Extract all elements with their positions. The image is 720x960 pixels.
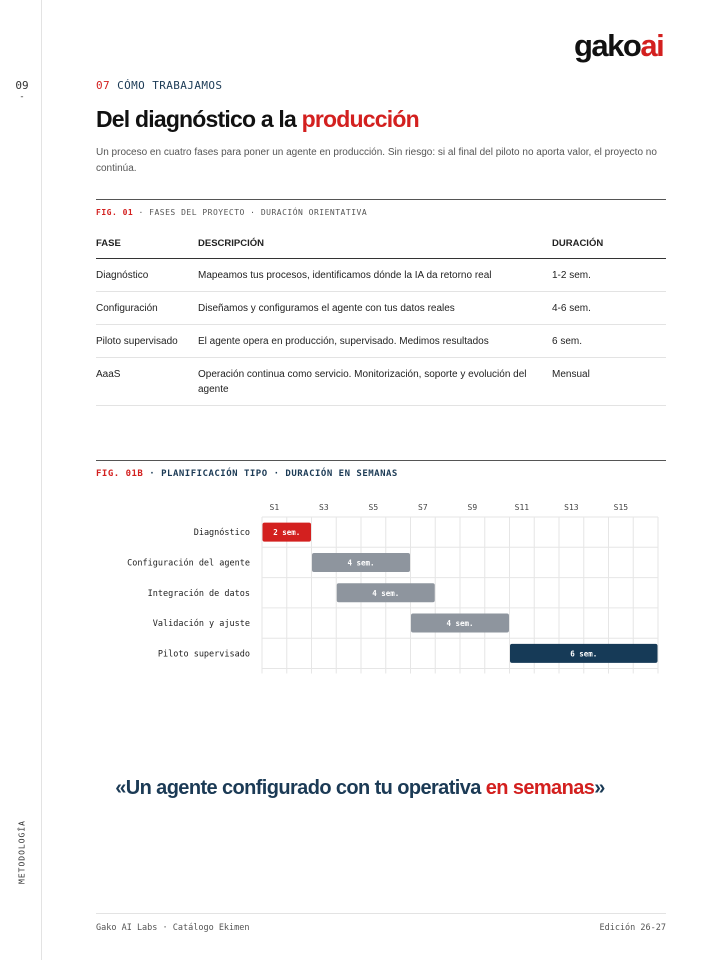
pull-quote — [0, 777, 720, 800]
quote-open: « — [115, 777, 126, 799]
cell-duration: 6 sem. — [552, 324, 666, 357]
gantt-bar-label: 6 sem. — [570, 649, 598, 659]
cell-description: Operación continua como servicio. Monitorización, soporte y evolución del agente — [198, 357, 552, 405]
gantt-x-tick-label: S11 — [514, 503, 530, 512]
footer-edition: Edición 26-27 — [599, 923, 666, 933]
header-description: DESCRIPCIÓN — [198, 230, 552, 258]
cell-phase: Configuración — [96, 291, 198, 324]
gantt-task-label: Piloto supervisado — [157, 649, 250, 660]
quote-highlight: en semanas — [485, 777, 595, 799]
quote-text: Un agente configurado con tu operativa — [125, 777, 486, 799]
quote-close: » — [594, 777, 605, 799]
sidebar-section-label: METODOLOGÍA — [17, 820, 27, 884]
gantt-x-tick-label: S5 — [368, 503, 379, 512]
fig1-label: FIG. 01 — [96, 208, 134, 217]
page-number-dash: - — [19, 92, 25, 102]
cell-phase: Piloto supervisado — [96, 324, 198, 357]
cell-phase: Diagnóstico — [96, 258, 198, 291]
gantt-x-tick-label: S3 — [319, 503, 329, 512]
footer-publisher: Gako AI Labs · Catálogo Ekimen — [96, 923, 250, 933]
section-title: CÓMO TRABAJAMOS — [117, 79, 223, 92]
cell-phase: AaaS — [96, 357, 198, 405]
fig2-label: FIG. 01B — [96, 469, 144, 479]
gantt-bar-label: 4 sem. — [446, 619, 474, 629]
gantt-x-tick-label: S15 — [613, 503, 629, 512]
footer-divider — [96, 913, 666, 914]
logo-text-ai: ai — [640, 28, 664, 63]
fig1-caption-text: · FASES DEL PROYECTO · DURACIÓN ORIENTATIVA — [133, 208, 368, 217]
gantt-task-label: Validación y ajuste — [152, 619, 250, 630]
section-number: 07 — [96, 79, 111, 92]
cell-duration: 1-2 sem. — [552, 258, 666, 291]
page-number: 09 — [15, 79, 29, 92]
gantt-x-tick-label: S7 — [418, 503, 428, 512]
title-text: Del diagnóstico a la — [96, 106, 302, 132]
gantt-bar-label: 4 sem. — [372, 588, 400, 598]
gantt-x-tick-label: S13 — [564, 503, 579, 512]
gantt-x-tick-label: S1 — [269, 503, 280, 512]
gantt-x-tick-label: S9 — [467, 503, 478, 512]
cell-description: Mapeamos tus procesos, identificamos dónde la IA da retorno real — [198, 258, 552, 291]
cell-description: Diseñamos y configuramos el agente con tus datos reales — [198, 291, 552, 324]
gantt-task-label: Configuración del agente — [127, 558, 250, 569]
cell-duration: Mensual — [552, 357, 666, 405]
gantt-bar-label: 2 sem. — [273, 528, 301, 538]
header-duration: DURACIÓN — [552, 230, 666, 258]
logo-text-gako: gako — [574, 28, 641, 63]
gantt-task-label: Integración de datos — [147, 588, 250, 599]
cell-description: El agente opera en producción, supervisado. Medimos resultados — [198, 324, 552, 357]
gantt-bar-label: 4 sem. — [347, 558, 375, 568]
cell-duration: 4-6 sem. — [552, 291, 666, 324]
header-phase: FASE — [96, 230, 198, 258]
title-highlight: producción — [301, 106, 419, 132]
intro-paragraph: Un proceso en cuatro fases para poner un agente en producción. Sin riesgo: si al final del piloto no aporta valor, el proyecto no continúa. — [96, 147, 657, 174]
gantt-task-label: Diagnóstico — [193, 528, 250, 539]
fig2-caption-text: · PLANIFICACIÓN TIPO · DURACIÓN EN SEMANAS — [143, 469, 398, 479]
